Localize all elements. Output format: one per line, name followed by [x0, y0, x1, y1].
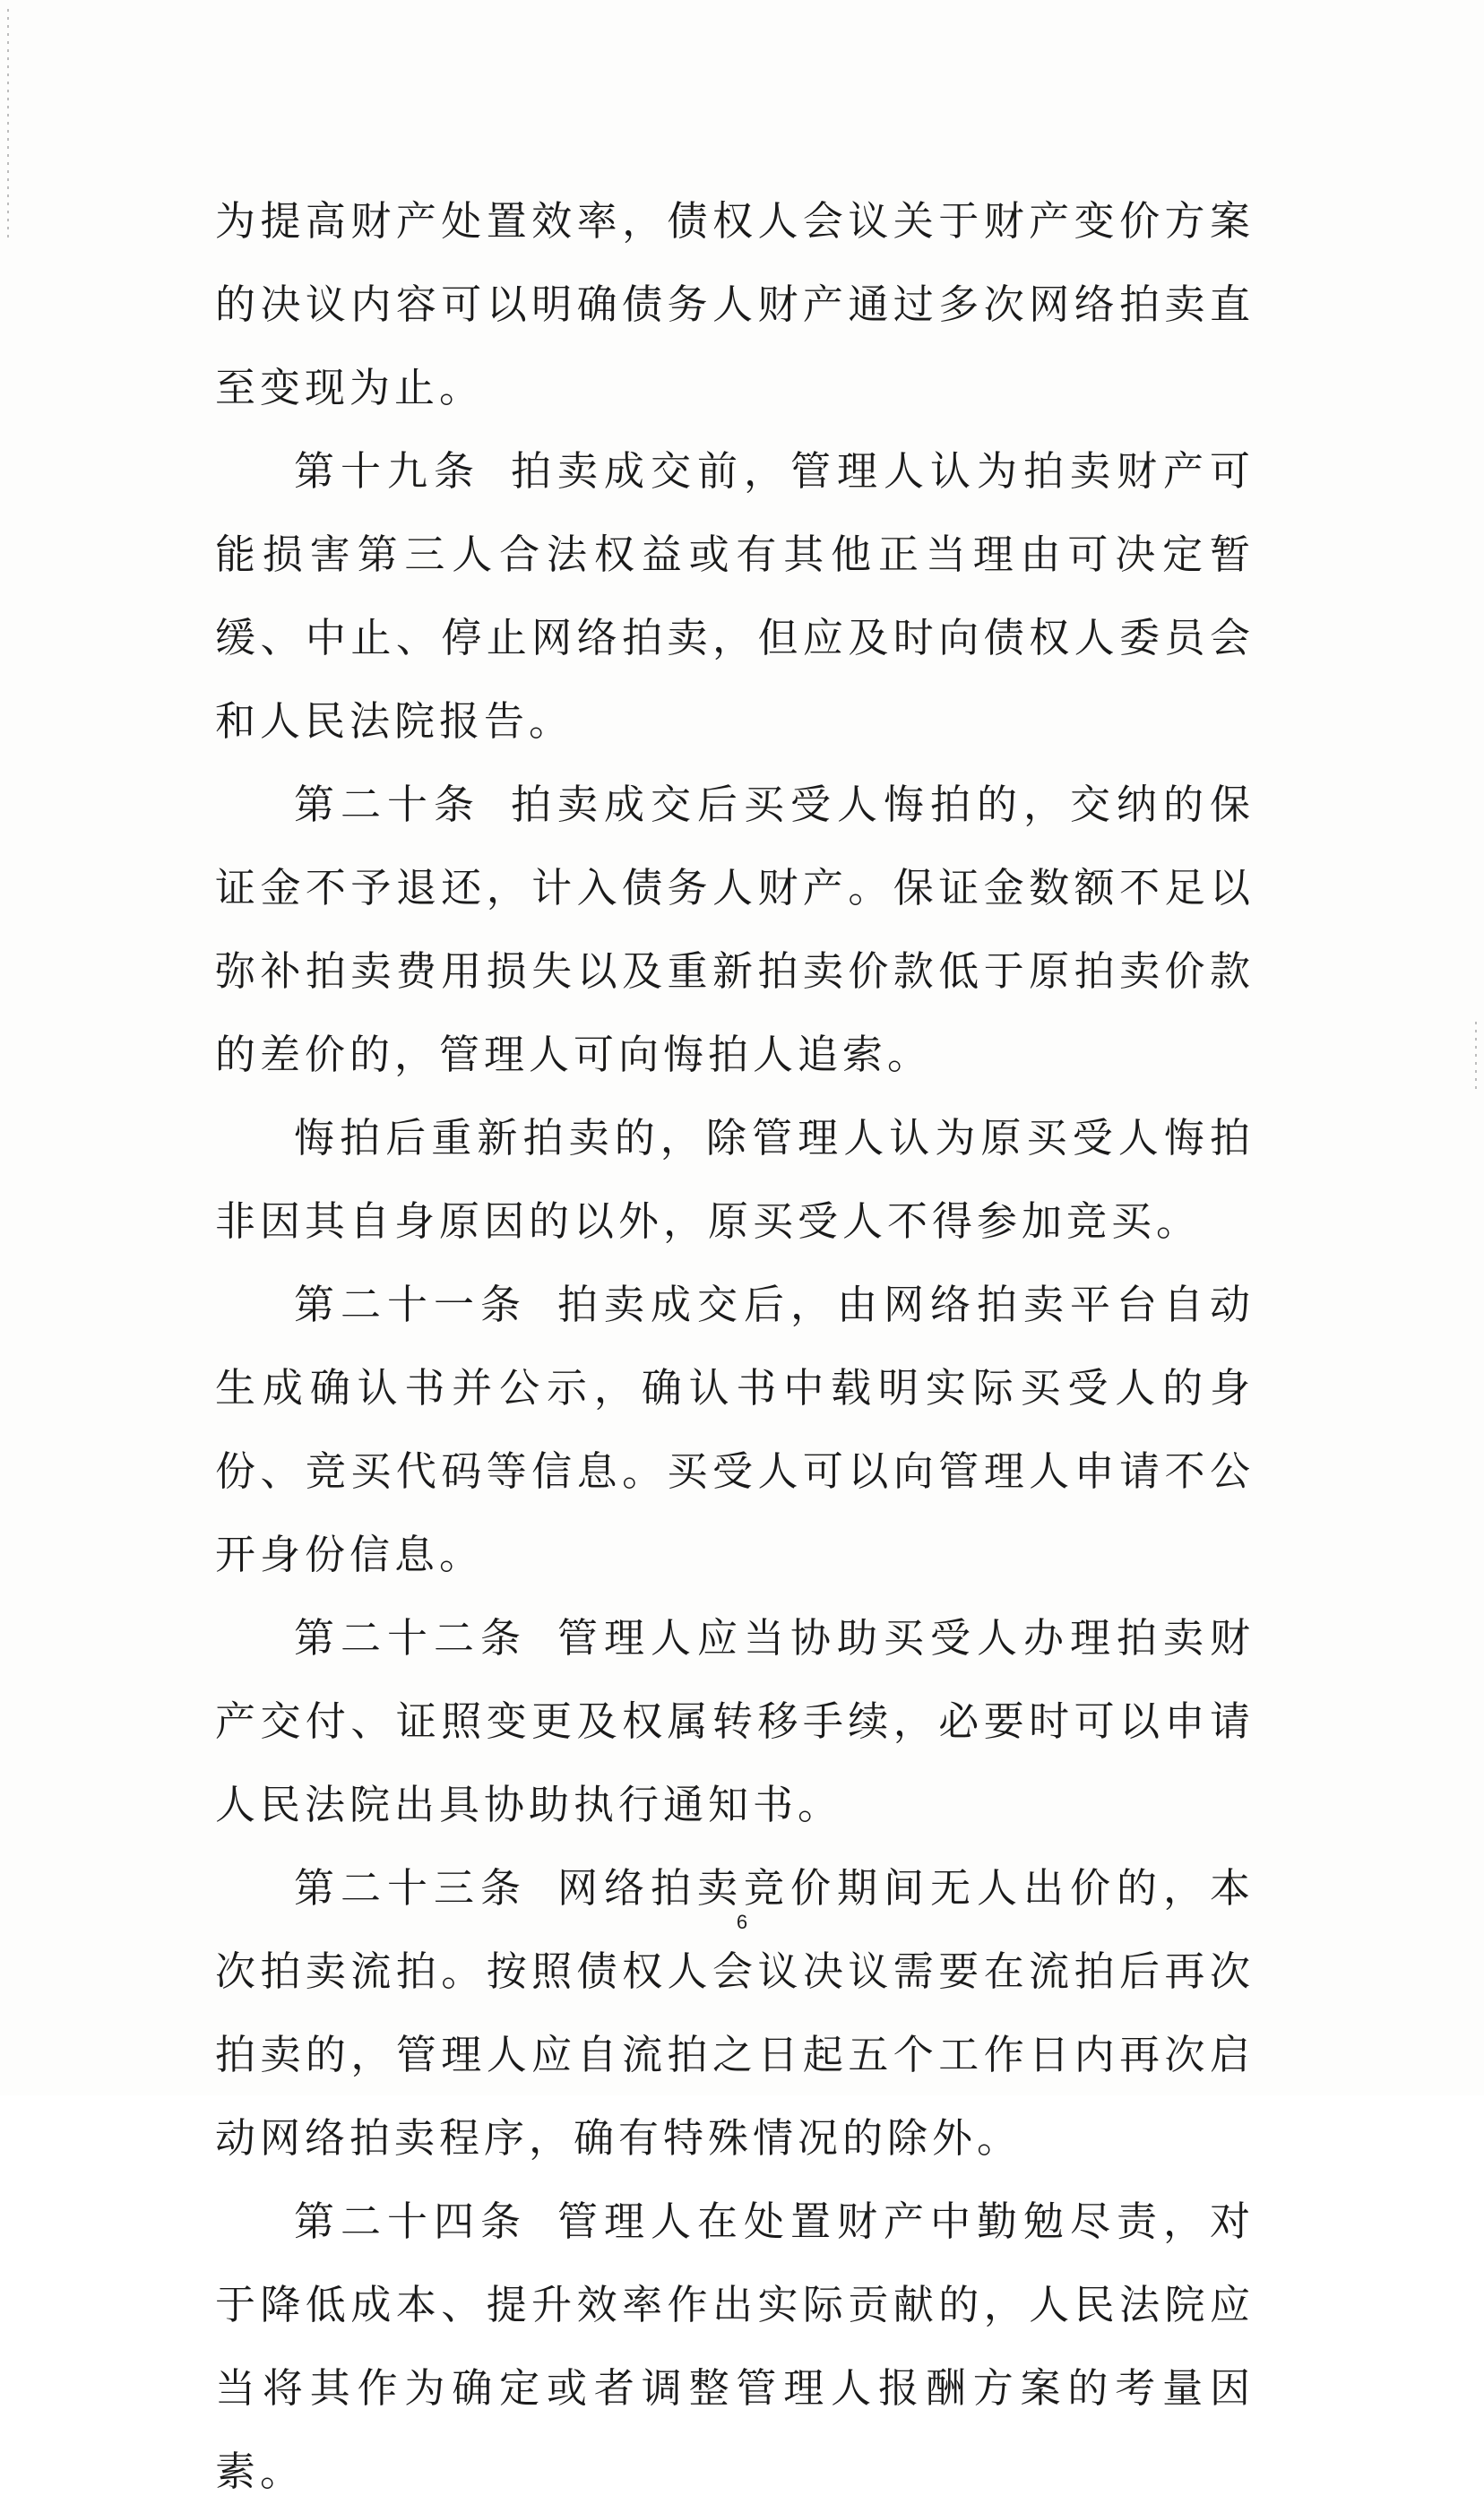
article-20-continuation: [215, 1096, 1255, 1263]
article-number: 第二十一条: [294, 1281, 527, 1328]
scan-edge-mark-left: [7, 9, 9, 242]
page-number: 6: [736, 1911, 748, 1933]
article-text: 拍卖成交后买受人悔拍的，交纳的保证金不予退还，计入债务人财产。保证金数额不足以弥补拍卖费用损失以及重新拍卖价款低于原拍卖价款的差价的，管理人可向悔拍人追索。: [215, 781, 1255, 1078]
article-number: 第二十四条: [294, 2198, 527, 2245]
article-22: [215, 1596, 1255, 1846]
article-number: 第二十条: [294, 781, 480, 828]
paragraph-text: 悔拍后重新拍卖的，除管理人认为原买受人悔拍非因其自身原因的以外，原买受人不得参加竞买。: [215, 1114, 1255, 1245]
article-23: [215, 1846, 1255, 2180]
scan-edge-mark-right: [1475, 1022, 1477, 1093]
article-text: 拍卖成交后，由网络拍卖平台自动生成确认书并公示，确认书中载明实际买受人的身份、竞买代码等信息。买受人可以向管理人申请不公开身份信息。: [215, 1281, 1255, 1578]
article-21: [215, 1263, 1255, 1596]
article-number: 第二十二条: [294, 1614, 527, 1662]
paragraph-text: 为提高财产处置效率，债权人会议关于财产变价方案的决议内容可以明确债务人财产通过多次网络拍卖直至变现为止。: [215, 197, 1255, 411]
article-text: 拍卖成交前，管理人认为拍卖财产可能损害第三人合法权益或有其他正当理由可决定暂缓、中止、停止网络拍卖，但应及时向债权人委员会和人民法院报告。: [215, 447, 1255, 745]
article-number: 第十九条: [294, 447, 480, 495]
article-19: [215, 429, 1255, 763]
article-number: 第二十三条: [294, 1864, 527, 1912]
document-body: [215, 179, 1255, 2513]
article-text: 网络拍卖竞价期间无人出价的，本次拍卖流拍。按照债权人会议决议需要在流拍后再次拍卖的，管理人应自流拍之日起五个工作日内再次启动网络拍卖程序，确有特殊情况的除外。: [215, 1864, 1255, 2162]
article-text: 管理人在处置财产中勤勉尽责，对于降低成本、提升效率作出实际贡献的，人民法院应当将其作为确定或者调整管理人报酬方案的考量因素。: [215, 2198, 1255, 2495]
article-24: [215, 2180, 1255, 2513]
paragraph-1: [215, 179, 1255, 429]
article-text: 管理人应当协助买受人办理拍卖财产交付、证照变更及权属转移手续，必要时可以申请人民法院出具协助执行通知书。: [215, 1614, 1255, 1828]
article-20: [215, 763, 1255, 1096]
